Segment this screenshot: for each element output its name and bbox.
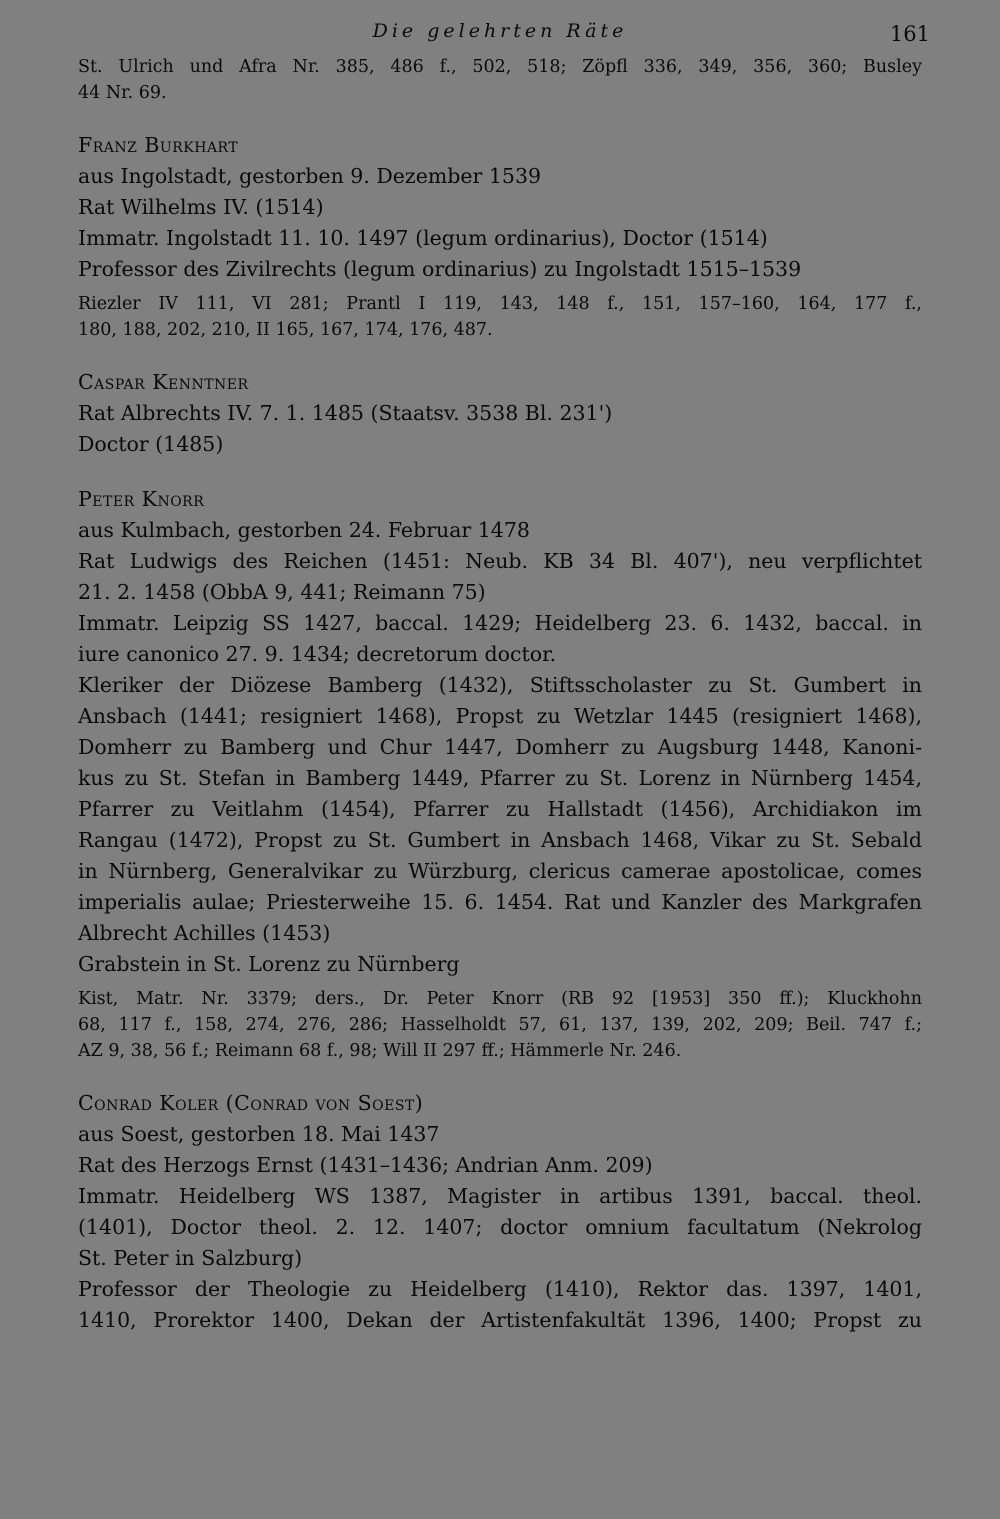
ref-line: St. Ulrich und Afra Nr. 385, 486 f., 502, 518; Zöpfl 336, 349, 356, 360; Busley bbox=[78, 57, 922, 77]
entry-references bbox=[78, 291, 922, 343]
entry-line: (1401), Doctor theol. 2. 12. 1407; doctor omnium facultatum (Nekrolog bbox=[78, 1215, 922, 1239]
entry-name: Franz Burkhart bbox=[78, 133, 239, 157]
entry-line: Rat Ludwigs des Reichen (1451: Neub. KB 34 Bl. 407'), neu verpflichtet bbox=[78, 549, 922, 573]
ref-line: AZ 9, 38, 56 f.; Reimann 68 f., 98; Will II 297 ff.; Hämmerle Nr. 246. bbox=[78, 1041, 682, 1061]
running-head bbox=[78, 14, 930, 54]
entry-line: Doctor (1485) bbox=[78, 432, 224, 456]
entry-line: Rat Albrechts IV. 7. 1. 1485 (Staatsv. 3538 Bl. 231') bbox=[78, 401, 613, 425]
entry-peter-knorr bbox=[78, 484, 922, 1064]
entry-line: Ansbach (1441; resigniert 1468), Propst zu Wetzlar 1445 (resigniert 1468), bbox=[78, 704, 922, 728]
entry-line: Pfarrer zu Veitlahm (1454), Pfarrer zu Hallstadt (1456), Archidiakon im bbox=[78, 797, 922, 821]
entry-line: aus Ingolstadt, gestorben 9. Dezember 1539 bbox=[78, 164, 542, 188]
entry-line: aus Soest, gestorben 18. Mai 1437 bbox=[78, 1122, 440, 1146]
page-number: 161 bbox=[889, 22, 930, 46]
entry-line: Rat Wilhelms IV. (1514) bbox=[78, 195, 324, 219]
entry-name: Peter Knorr bbox=[78, 487, 205, 511]
entry-conrad-koler bbox=[78, 1088, 922, 1336]
entry-line: aus Kulmbach, gestorben 24. Februar 1478 bbox=[78, 518, 530, 542]
entry-line: kus zu St. Stefan in Bamberg 1449, Pfarrer zu St. Lorenz in Nürnberg 1454, bbox=[78, 766, 922, 790]
page-body bbox=[78, 14, 930, 1336]
entry-franz-burkhart bbox=[78, 130, 922, 343]
entry-line: Immatr. Ingolstadt 11. 10. 1497 (legum ordinarius), Doctor (1514) bbox=[78, 226, 768, 250]
continuation-refs bbox=[78, 54, 922, 106]
entry-line: iure canonico 27. 9. 1434; decretorum doctor. bbox=[78, 642, 557, 666]
ref-line: Riezler IV 111, VI 281; Prantl I 119, 143, 148 f., 151, 157–160, 164, 177 f., bbox=[78, 294, 922, 314]
entry-line: Rat des Herzogs Ernst (1431–1436; Andrian Anm. 209) bbox=[78, 1153, 653, 1177]
ref-line: 180, 188, 202, 210, II 165, 167, 174, 176, 487. bbox=[78, 320, 493, 340]
entry-line: Albrecht Achilles (1453) bbox=[78, 921, 331, 945]
entry-line: in Nürnberg, Generalvikar zu Würzburg, clericus camerae apostolicae, comes bbox=[78, 859, 922, 883]
entry-line: Rangau (1472), Propst zu St. Gumbert in Ansbach 1468, Vikar zu St. Sebald bbox=[78, 828, 922, 852]
entry-line: Professor der Theologie zu Heidelberg (1410), Rektor das. 1397, 1401, bbox=[78, 1277, 922, 1301]
entry-line: Professor des Zivilrechts (legum ordinarius) zu Ingolstadt 1515–1539 bbox=[78, 257, 802, 281]
entry-line: Kleriker der Diözese Bamberg (1432), Stiftsscholaster zu St. Gumbert in bbox=[78, 673, 922, 697]
entry-line: 1410, Prorektor 1400, Dekan der Artistenfakultät 1396, 1400; Propst zu bbox=[78, 1308, 922, 1332]
entry-line: Immatr. Heidelberg WS 1387, Magister in artibus 1391, baccal. theol. bbox=[78, 1184, 922, 1208]
ref-line: 44 Nr. 69. bbox=[78, 83, 167, 103]
ref-line: Kist, Matr. Nr. 3379; ders., Dr. Peter Knorr (RB 92 [1953] 350 ff.); Kluckhohn bbox=[78, 989, 922, 1009]
ref-line: 68, 117 f., 158, 274, 276, 286; Hasselholdt 57, 61, 137, 139, 202, 209; Beil. 747 f.; bbox=[78, 1015, 922, 1035]
entry-name: Conrad Koler (Conrad von Soest) bbox=[78, 1091, 424, 1115]
running-title: Die gelehrten Räte bbox=[372, 20, 628, 42]
entry-caspar-kenntner bbox=[78, 367, 922, 460]
entry-line: Grabstein in St. Lorenz zu Nürnberg bbox=[78, 952, 460, 976]
entry-line: 21. 2. 1458 (ObbA 9, 441; Reimann 75) bbox=[78, 580, 486, 604]
entry-line: imperialis aulae; Priesterweihe 15. 6. 1454. Rat und Kanzler des Markgrafen bbox=[78, 890, 922, 914]
entry-line: St. Peter in Salzburg) bbox=[78, 1246, 303, 1270]
entry-name: Caspar Kenntner bbox=[78, 370, 249, 394]
entry-line: Immatr. Leipzig SS 1427, baccal. 1429; Heidelberg 23. 6. 1432, baccal. in bbox=[78, 611, 922, 635]
entry-line: Domherr zu Bamberg und Chur 1447, Domherr zu Augsburg 1448, Kanoni- bbox=[78, 735, 922, 759]
entry-references bbox=[78, 986, 922, 1064]
